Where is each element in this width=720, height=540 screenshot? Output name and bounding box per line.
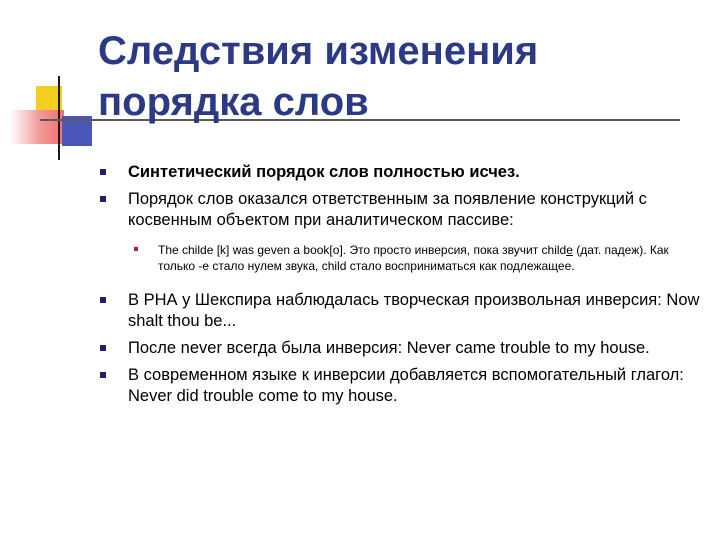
bullet-text: В современном языке к инверсии добавляется вспомогательный глагол: Never did trouble come to my house. <box>128 366 684 405</box>
slide-title-line-1: Следствия изменения <box>98 29 539 73</box>
bullet-square-icon <box>100 196 106 202</box>
slide-title-line-2: порядка слов <box>98 80 369 124</box>
sub-bullet-text-start: The childe [k] was geven a book[o]. Это просто инверсия, пока звучит child <box>158 243 567 257</box>
bullet-text: Синтетический порядок слов полностью исчез. <box>128 163 520 181</box>
bullet-item-5 <box>100 365 700 407</box>
bullet-item-3 <box>100 290 700 332</box>
bullet-item-2 <box>100 189 700 231</box>
sub-bullet-square-icon <box>134 247 138 251</box>
bullet-text: Порядок слов оказался ответственным за появление конструкций с косвенным объектом при аналитическом пассиве: <box>128 190 647 229</box>
bullet-item-4 <box>100 338 700 359</box>
bullet-text: После never всегда была инверсия: Never came trouble to my house. <box>128 339 650 357</box>
logo-red-gradient <box>10 110 64 144</box>
bullet-square-icon <box>100 297 106 303</box>
logo-vertical-line <box>58 76 60 160</box>
bullet-square-icon <box>100 345 106 351</box>
bullet-square-icon <box>100 169 106 175</box>
slide-title <box>98 26 698 128</box>
bullet-square-icon <box>100 372 106 378</box>
sub-bullet-item <box>134 242 700 274</box>
bullet-text: В РНА у Шекспира наблюдалась творческая произвольная инверсия: Now shalt thou be... <box>128 291 700 330</box>
slide-content <box>100 162 700 407</box>
sub-bullet-text-end: (дат. падеж). Как только -е стало нулем звука, child стало восприниматься как подлежащее. <box>158 243 669 273</box>
sub-bullet-text-underlined: e <box>566 243 573 257</box>
bullet-item-1 <box>100 162 700 183</box>
